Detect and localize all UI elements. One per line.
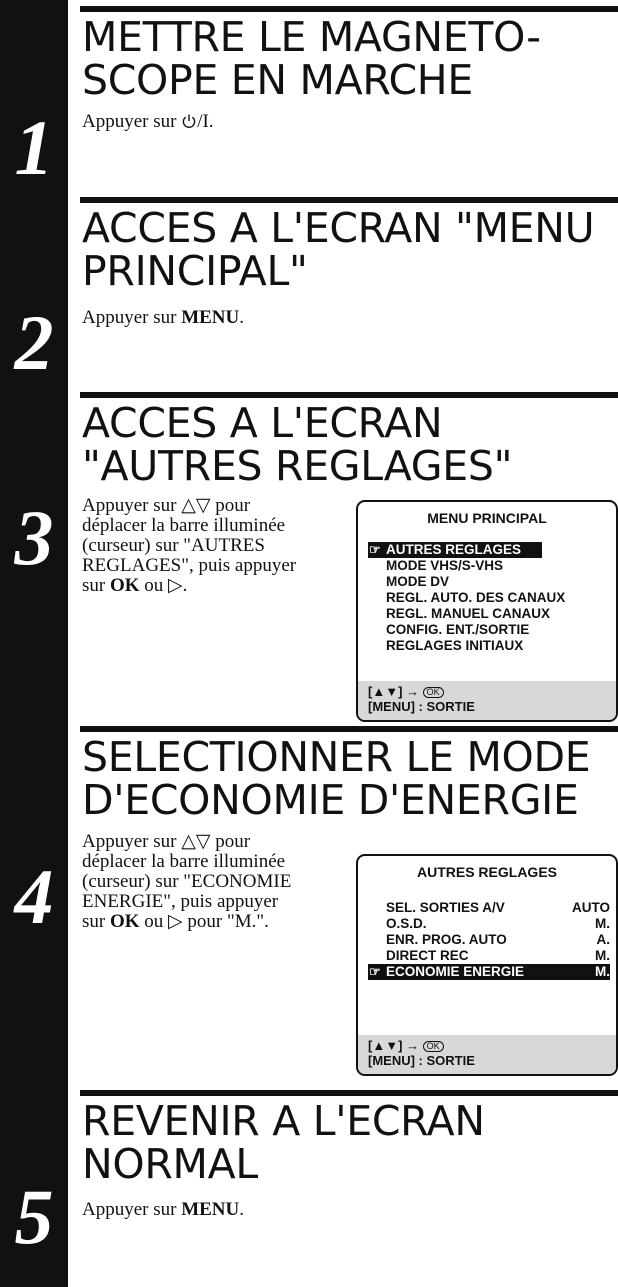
screen-footer xyxy=(358,681,616,720)
heading-line: PRINCIPAL" xyxy=(82,247,308,295)
menu-item-mode-dv[interactable] xyxy=(368,574,610,590)
menu-item-direct-rec[interactable] xyxy=(368,948,610,964)
screen-footer xyxy=(358,1035,616,1074)
section-rule xyxy=(80,6,618,12)
menu-list xyxy=(368,542,610,654)
menu-item-label: O.S.D. xyxy=(386,916,427,931)
instruction-text: déplacer la barre illuminée xyxy=(82,851,286,872)
menu-item-config-ent-sortie[interactable] xyxy=(368,622,610,638)
menu-item-label: ECONOMIE ENERGIE xyxy=(386,964,525,979)
menu-item-mode-vhs[interactable] xyxy=(368,558,610,574)
menu-item-label: MODE VHS/S-VHS xyxy=(386,558,504,573)
step-number-5: 5 xyxy=(14,1173,54,1260)
step-number-4: 4 xyxy=(14,853,54,940)
menu-item-value: M. xyxy=(595,916,610,931)
cursor-hand-icon: ☞ xyxy=(369,542,381,557)
step-5-instruction xyxy=(82,1200,244,1220)
nav-hint: [▲▼] → xyxy=(368,1038,420,1053)
screen-title: AUTRES REGLAGES xyxy=(416,864,557,880)
heading-line: "AUTRES REGLAGES" xyxy=(82,442,513,490)
menu-item-value: M. xyxy=(595,948,610,963)
heading-line: ACCES A L'ECRAN "MENU xyxy=(82,204,595,252)
instruction-text: Appuyer sur xyxy=(82,111,177,132)
heading-line: METTRE LE MAGNETO- xyxy=(82,13,541,61)
menu-list xyxy=(368,900,610,980)
step-2-instruction xyxy=(82,308,244,328)
instruction-text: ENERGIE", puis appuyer xyxy=(82,891,279,912)
step-3-heading xyxy=(82,399,614,490)
instruction-text: Appuyer sur xyxy=(82,831,177,852)
menu-item-value: M. xyxy=(595,964,610,979)
menu-principal-screen xyxy=(356,500,618,722)
cursor-hand-icon: ☞ xyxy=(369,964,381,979)
heading-line: SELECTIONNER LE MODE xyxy=(82,733,591,781)
instruction-text: sur xyxy=(82,911,106,932)
heading-line: NORMAL xyxy=(82,1140,258,1188)
heading-line: ACCES A L'ECRAN xyxy=(82,399,443,447)
step-4-heading xyxy=(82,733,614,824)
exit-hint: [MENU] : SORTIE xyxy=(368,699,475,714)
step-number-2: 2 xyxy=(14,299,54,386)
instruction-text: Appuyer sur xyxy=(82,495,177,516)
instruction-text: REGLAGES", puis appuyer xyxy=(82,555,297,576)
instruction-text: sur xyxy=(82,575,106,596)
heading-line: D'ECONOMIE D'ENERGIE xyxy=(82,776,579,824)
menu-item-label: MODE DV xyxy=(386,574,450,589)
menu-item-value: A. xyxy=(596,932,610,947)
menu-item-label: AUTRES REGLAGES xyxy=(386,542,522,557)
up-down-arrows-icon: △▽ xyxy=(181,495,211,516)
instruction-text: pour "M.". xyxy=(187,911,269,932)
screen-title: MENU PRINCIPAL xyxy=(427,510,547,526)
ok-button-icon: OK xyxy=(423,687,444,698)
step-number-3: 3 xyxy=(14,494,54,581)
menu-key-label: MENU xyxy=(181,307,240,328)
right-arrow-icon: ▷. xyxy=(168,575,188,596)
section-rule xyxy=(80,197,618,203)
exit-hint: [MENU] : SORTIE xyxy=(368,1053,475,1068)
step-sidebar xyxy=(0,0,68,1287)
instruction-text: déplacer la barre illuminée xyxy=(82,515,286,536)
menu-item-regl-manuel-canaux[interactable] xyxy=(368,606,610,622)
instruction-text: ou xyxy=(144,911,164,932)
section-rule xyxy=(80,726,618,732)
step-4-instruction xyxy=(82,832,291,932)
instruction-text: Appuyer sur xyxy=(82,307,177,328)
instruction-text: (curseur) sur "ECONOMIE xyxy=(82,871,292,892)
menu-item-label: DIRECT REC xyxy=(386,948,469,963)
menu-item-label: REGL. AUTO. DES CANAUX xyxy=(386,590,566,605)
instruction-text: /I. xyxy=(197,111,214,132)
instruction-text: pour xyxy=(215,831,251,852)
ok-button-icon: OK xyxy=(423,1041,444,1052)
power-icon xyxy=(181,113,197,129)
menu-item-label: REGL. MANUEL CANAUX xyxy=(386,606,551,621)
menu-item-label: ENR. PROG. AUTO xyxy=(386,932,507,947)
step-3-instruction xyxy=(82,496,296,596)
instruction-text: ou xyxy=(144,575,164,596)
section-rule xyxy=(80,392,618,398)
menu-item-sel-sorties-av[interactable] xyxy=(368,900,610,916)
step-1-heading xyxy=(82,13,614,104)
instruction-text: (curseur) sur "AUTRES xyxy=(82,535,265,556)
nav-hint: [▲▼] → xyxy=(368,684,420,699)
step-2-heading xyxy=(82,204,614,295)
menu-item-regl-auto-canaux[interactable] xyxy=(368,590,610,606)
menu-item-reglages-initiaux[interactable] xyxy=(368,638,610,654)
instruction-text: Appuyer sur xyxy=(82,1199,177,1220)
menu-item-osd[interactable] xyxy=(368,916,610,932)
menu-item-economie-energie[interactable] xyxy=(368,964,610,980)
ok-key-label: OK xyxy=(109,575,140,596)
right-arrow-icon: ▷ xyxy=(168,911,183,932)
step-1-instruction xyxy=(82,112,214,132)
section-rule xyxy=(80,1090,618,1096)
menu-item-label: SEL. SORTIES A/V xyxy=(386,900,505,915)
menu-item-value: AUTO xyxy=(571,900,610,915)
heading-line: SCOPE EN MARCHE xyxy=(82,56,473,104)
menu-item-enr-prog-auto[interactable] xyxy=(368,932,610,948)
menu-item-label: CONFIG. ENT./SORTIE xyxy=(386,622,530,637)
menu-item-label: REGLAGES INITIAUX xyxy=(386,638,524,653)
instruction-text: pour xyxy=(215,495,251,516)
step-number-1: 1 xyxy=(14,104,54,191)
instruction-text: . xyxy=(239,1199,245,1220)
instruction-text: . xyxy=(239,307,245,328)
heading-line: REVENIR A L'ECRAN xyxy=(82,1097,485,1145)
menu-item-autres-reglages[interactable] xyxy=(368,542,542,558)
up-down-arrows-icon: △▽ xyxy=(181,831,211,852)
menu-key-label: MENU xyxy=(181,1199,240,1220)
autres-reglages-screen xyxy=(356,854,618,1076)
step-5-heading xyxy=(82,1097,614,1188)
ok-key-label: OK xyxy=(109,911,140,932)
